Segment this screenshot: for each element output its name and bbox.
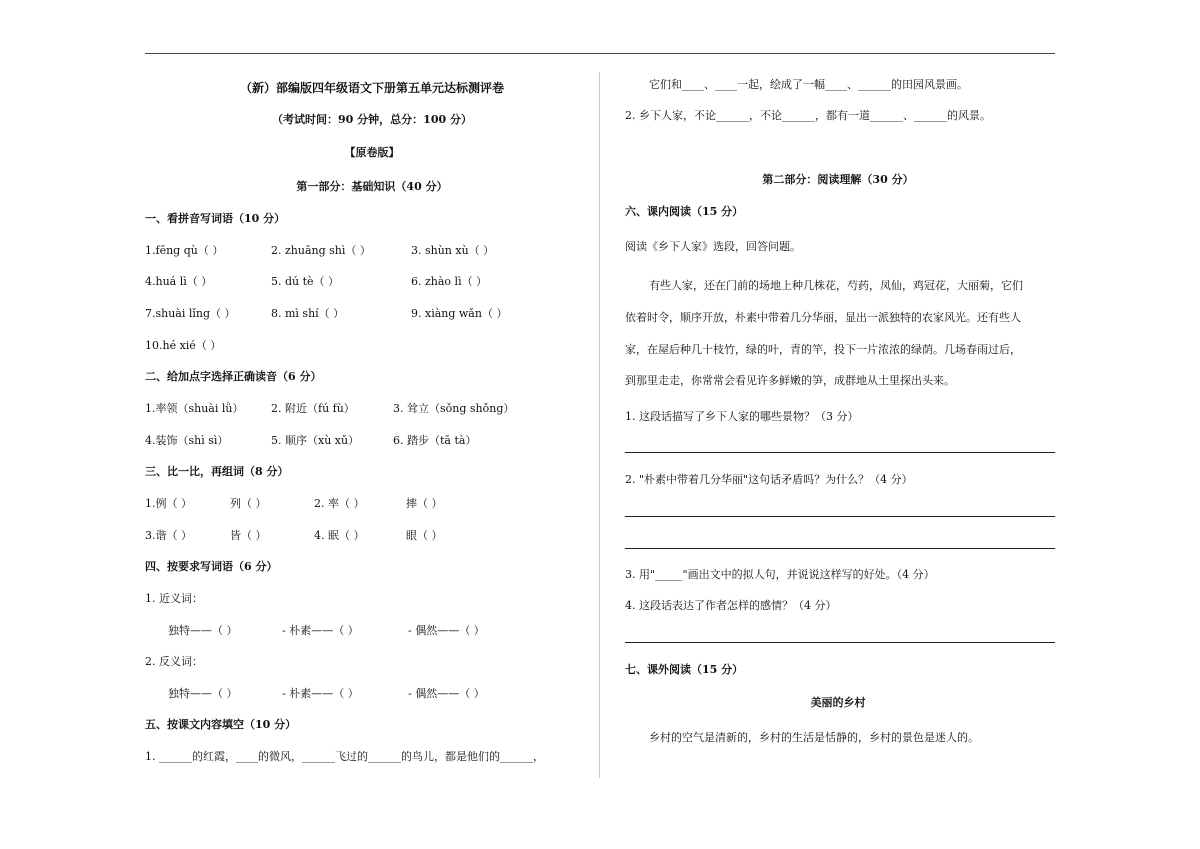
- word-group-item: 4. 眠（ ）: [314, 529, 365, 542]
- synonym-label: 1. 近义词：: [145, 592, 203, 605]
- reading-choice-item: 1.率领（shuài lǜ）: [145, 402, 244, 415]
- reading-choice-item: 5. 顺序（xù xǔ）: [271, 434, 360, 447]
- part2-heading: 第二部分：阅读理解（30 分）: [762, 173, 914, 186]
- word-group-item: 1.例（ ）: [145, 497, 192, 510]
- reading-choice-item: 2. 附近（fú fù）: [271, 402, 355, 415]
- passage-line: 有些人家，还在门前的场地上种几株花，芍药，凤仙，鸡冠花，大丽菊，它们: [649, 279, 1023, 292]
- word-group-item: 眼（ ）: [406, 529, 443, 542]
- part1-heading: 第一部分：基础知识（40 分）: [296, 180, 448, 193]
- reading-question-1: 1. 这段话描写了乡下人家的哪些景物？（3 分）: [625, 410, 859, 423]
- pinyin-item: 5. dú tè（ ）: [271, 275, 340, 288]
- pinyin-item: 7.shuài lǐng（ ）: [145, 307, 236, 320]
- exam-info: （考试时间：90 分钟，总分：100 分）: [272, 113, 472, 126]
- pinyin-item: 3. shùn xù（ ）: [411, 244, 495, 257]
- word-group-item: 2. 率（ ）: [314, 497, 365, 510]
- reading-choice-item: 4.装饰（shì sì）: [145, 434, 229, 447]
- section4-title: 四、按要求写词语（6 分）: [145, 560, 278, 573]
- passage-line: 家，在屋后种几十枝竹，绿的叶，青的竿，投下一片浓浓的绿荫。几场春雨过后，: [625, 343, 1021, 356]
- version-label: 【原卷版】: [344, 146, 400, 159]
- section5-title: 五、按课文内容填空（10 分）: [145, 718, 297, 731]
- pinyin-item: 4.huá lì（ ）: [145, 275, 213, 288]
- pinyin-item: 1.fēng qù（ ）: [145, 244, 224, 257]
- section6-title: 六、课内阅读（15 分）: [625, 205, 744, 218]
- pinyin-item: 2. zhuāng shì（ ）: [271, 244, 371, 257]
- section3-title: 三、比一比，再组词（8 分）: [145, 465, 289, 478]
- antonym-item: 独特——（ ）: [168, 687, 238, 700]
- word-group-item: 摔（ ）: [406, 497, 443, 510]
- antonym-item: - 偶然——（ ）: [408, 687, 485, 700]
- synonym-item: 独特——（ ）: [168, 624, 238, 637]
- column-divider: [599, 72, 600, 778]
- word-group-item: 列（ ）: [230, 497, 267, 510]
- fill-blank-q1-continued: 它们和____、____一起，绘成了一幅____、______的田园风景画。: [649, 78, 968, 91]
- synonym-item: - 偶然——（ ）: [408, 624, 485, 637]
- reading-choice-item: 3. 耸立（sǒng shǒng）: [393, 402, 515, 415]
- reading-intro: 阅读《乡下人家》选段，回答问题。: [625, 240, 801, 253]
- header-rule: [145, 53, 1055, 54]
- synonym-item: - 朴素——（ ）: [282, 624, 359, 637]
- fill-blank-q1: 1. ______的红霞，____的微风，______飞过的______的鸟儿，都是他们的______，: [145, 750, 544, 763]
- pinyin-item: 10.hé xié（ ）: [145, 339, 222, 352]
- section2-title: 二、给加点字选择正确读音（6 分）: [145, 370, 322, 383]
- answer-line[interactable]: [625, 452, 1055, 453]
- word-group-item: 3.谐（ ）: [145, 529, 192, 542]
- pinyin-item: 8. mì shí（ ）: [271, 307, 345, 320]
- answer-line[interactable]: [625, 548, 1055, 549]
- section1-title: 一、看拼音写词语（10 分）: [145, 212, 286, 225]
- passage-line: 到那里走走，你常常会看见许多鲜嫩的笋，成群地从土里探出头来。: [625, 374, 955, 387]
- fill-blank-q2: 2. 乡下人家，不论______，不论______，都有一道______、______的风景。: [625, 109, 991, 122]
- word-group-item: 皆（ ）: [230, 529, 267, 542]
- antonym-label: 2. 反义词：: [145, 655, 203, 668]
- reading-question-3: 3. 用"_____"画出文中的拟人句，并说说这样写的好处。（4 分）: [625, 568, 935, 581]
- pinyin-item: 6. zhào lì（ ）: [411, 275, 488, 288]
- antonym-item: - 朴素——（ ）: [282, 687, 359, 700]
- section7-title: 七、课外阅读（15 分）: [625, 663, 744, 676]
- reading-question-2: 2. "朴素中带着几分华丽"这句话矛盾吗？为什么？（4 分）: [625, 473, 913, 486]
- pinyin-item: 9. xiàng wǎn（ ）: [411, 307, 508, 320]
- passage-line: 依着时令，顺序开放，朴素中带着几分华丽，显出一派独特的农家风光。还有些人: [625, 311, 1021, 324]
- reading-choice-item: 6. 踏步（tā tà）: [393, 434, 477, 447]
- exam-title: （新）部编版四年级语文下册第五单元达标测评卷: [239, 81, 505, 95]
- answer-line[interactable]: [625, 516, 1055, 517]
- article-first-line: 乡村的空气是清新的，乡村的生活是恬静的，乡村的景色是迷人的。: [649, 731, 979, 744]
- reading-question-4: 4. 这段话表达了作者怎样的感情？（4 分）: [625, 599, 837, 612]
- article-title: 美丽的乡村: [810, 696, 866, 709]
- answer-line[interactable]: [625, 642, 1055, 643]
